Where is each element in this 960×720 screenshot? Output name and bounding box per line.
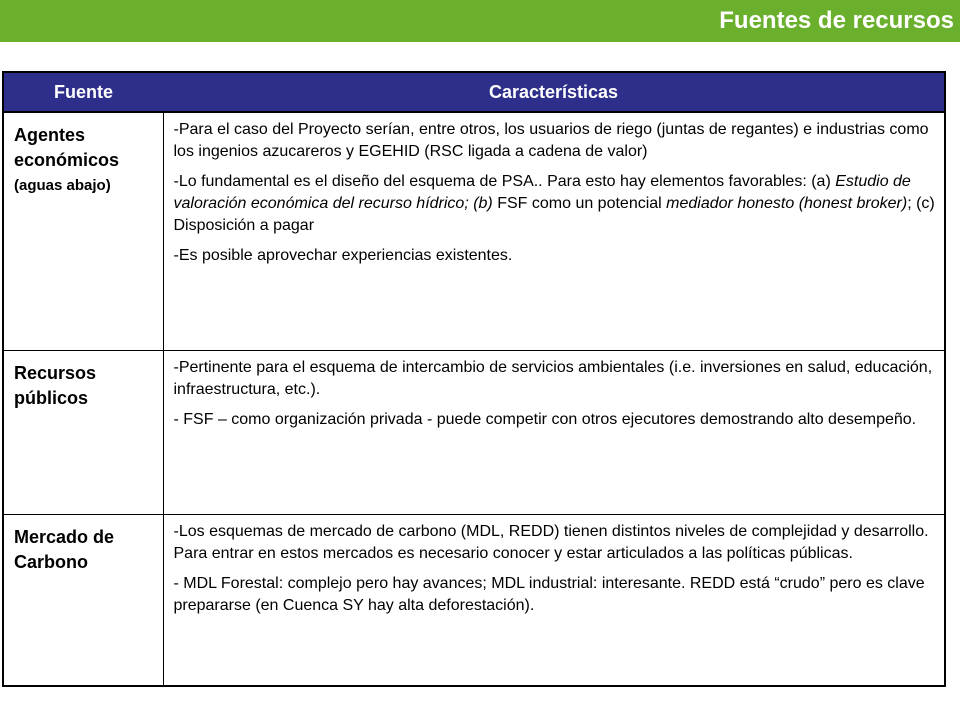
paragraph-text: - MDL Forestal: complejo pero hay avances; MDL industrial: interesante. REDD está “crudo” pero es clave prepararse (en Cuenca SY hay alta deforestación). [173,575,925,614]
source-cell [3,351,163,515]
sources-table [2,71,946,687]
paragraph-text: -Los esquemas de mercado de carbono (MDL, REDD) tienen distintos niveles de complejidad y desarrollo. Para entrar en estos mercados es necesario conocer y estar articulados a las políticas públicas. [173,523,929,562]
header-caracteristicas: Características [163,72,945,112]
characteristic-paragraph [174,409,939,431]
sources-table-container [2,71,944,687]
paragraph-text: -Es posible aprovechar experiencias existentes. [173,247,513,264]
header-fuente: Fuente [3,72,163,112]
paragraph-text: FSF como un potencial [497,195,667,212]
source-name: Mercado de Carbono [14,527,115,572]
characteristic-paragraph [174,119,939,163]
italic-text: Estudio de valoración económica del recurso hídrico; (b) [173,173,911,212]
source-cell [3,112,163,351]
source-name: Recursos públicos [14,363,97,408]
slide-title: Fuentes de recursos [719,7,954,34]
source-subtitle: (aguas abajo) [14,177,111,194]
paragraph-text: -Lo fundamental es el diseño del esquema de PSA.. Para esto hay elementos favorables: (a) [173,173,836,190]
title-bar [0,0,960,42]
characteristic-paragraph [174,357,939,401]
italic-text: mediador honesto (honest broker) [666,195,908,212]
table-row [3,515,945,687]
table-row [3,351,945,515]
table-row [3,112,945,351]
characteristics-cell [163,351,945,515]
characteristic-paragraph [174,521,939,565]
characteristic-paragraph [174,573,939,617]
paragraph-text: -Pertinente para el esquema de intercambio de servicios ambientales (i.e. inversiones en salud, educación, infraestructura, etc.). [173,359,933,398]
characteristic-paragraph [174,171,939,237]
table-header-row [3,72,945,112]
source-cell [3,515,163,687]
source-name: Agentes económicos [14,125,120,170]
characteristics-cell [163,112,945,351]
characteristics-cell [163,515,945,687]
paragraph-text: -Para el caso del Proyecto serían, entre otros, los usuarios de riego (juntas de regantes) e industrias como los ingenios azucareros y EGEHID (RSC ligada a cadena de valor) [173,121,929,160]
paragraph-text: - FSF – como organización privada - puede competir con otros ejecutores demostrando alto desempeño. [173,411,917,428]
characteristic-paragraph [174,245,939,267]
paragraph-text: ; (c) Disposición a pagar [173,195,935,234]
